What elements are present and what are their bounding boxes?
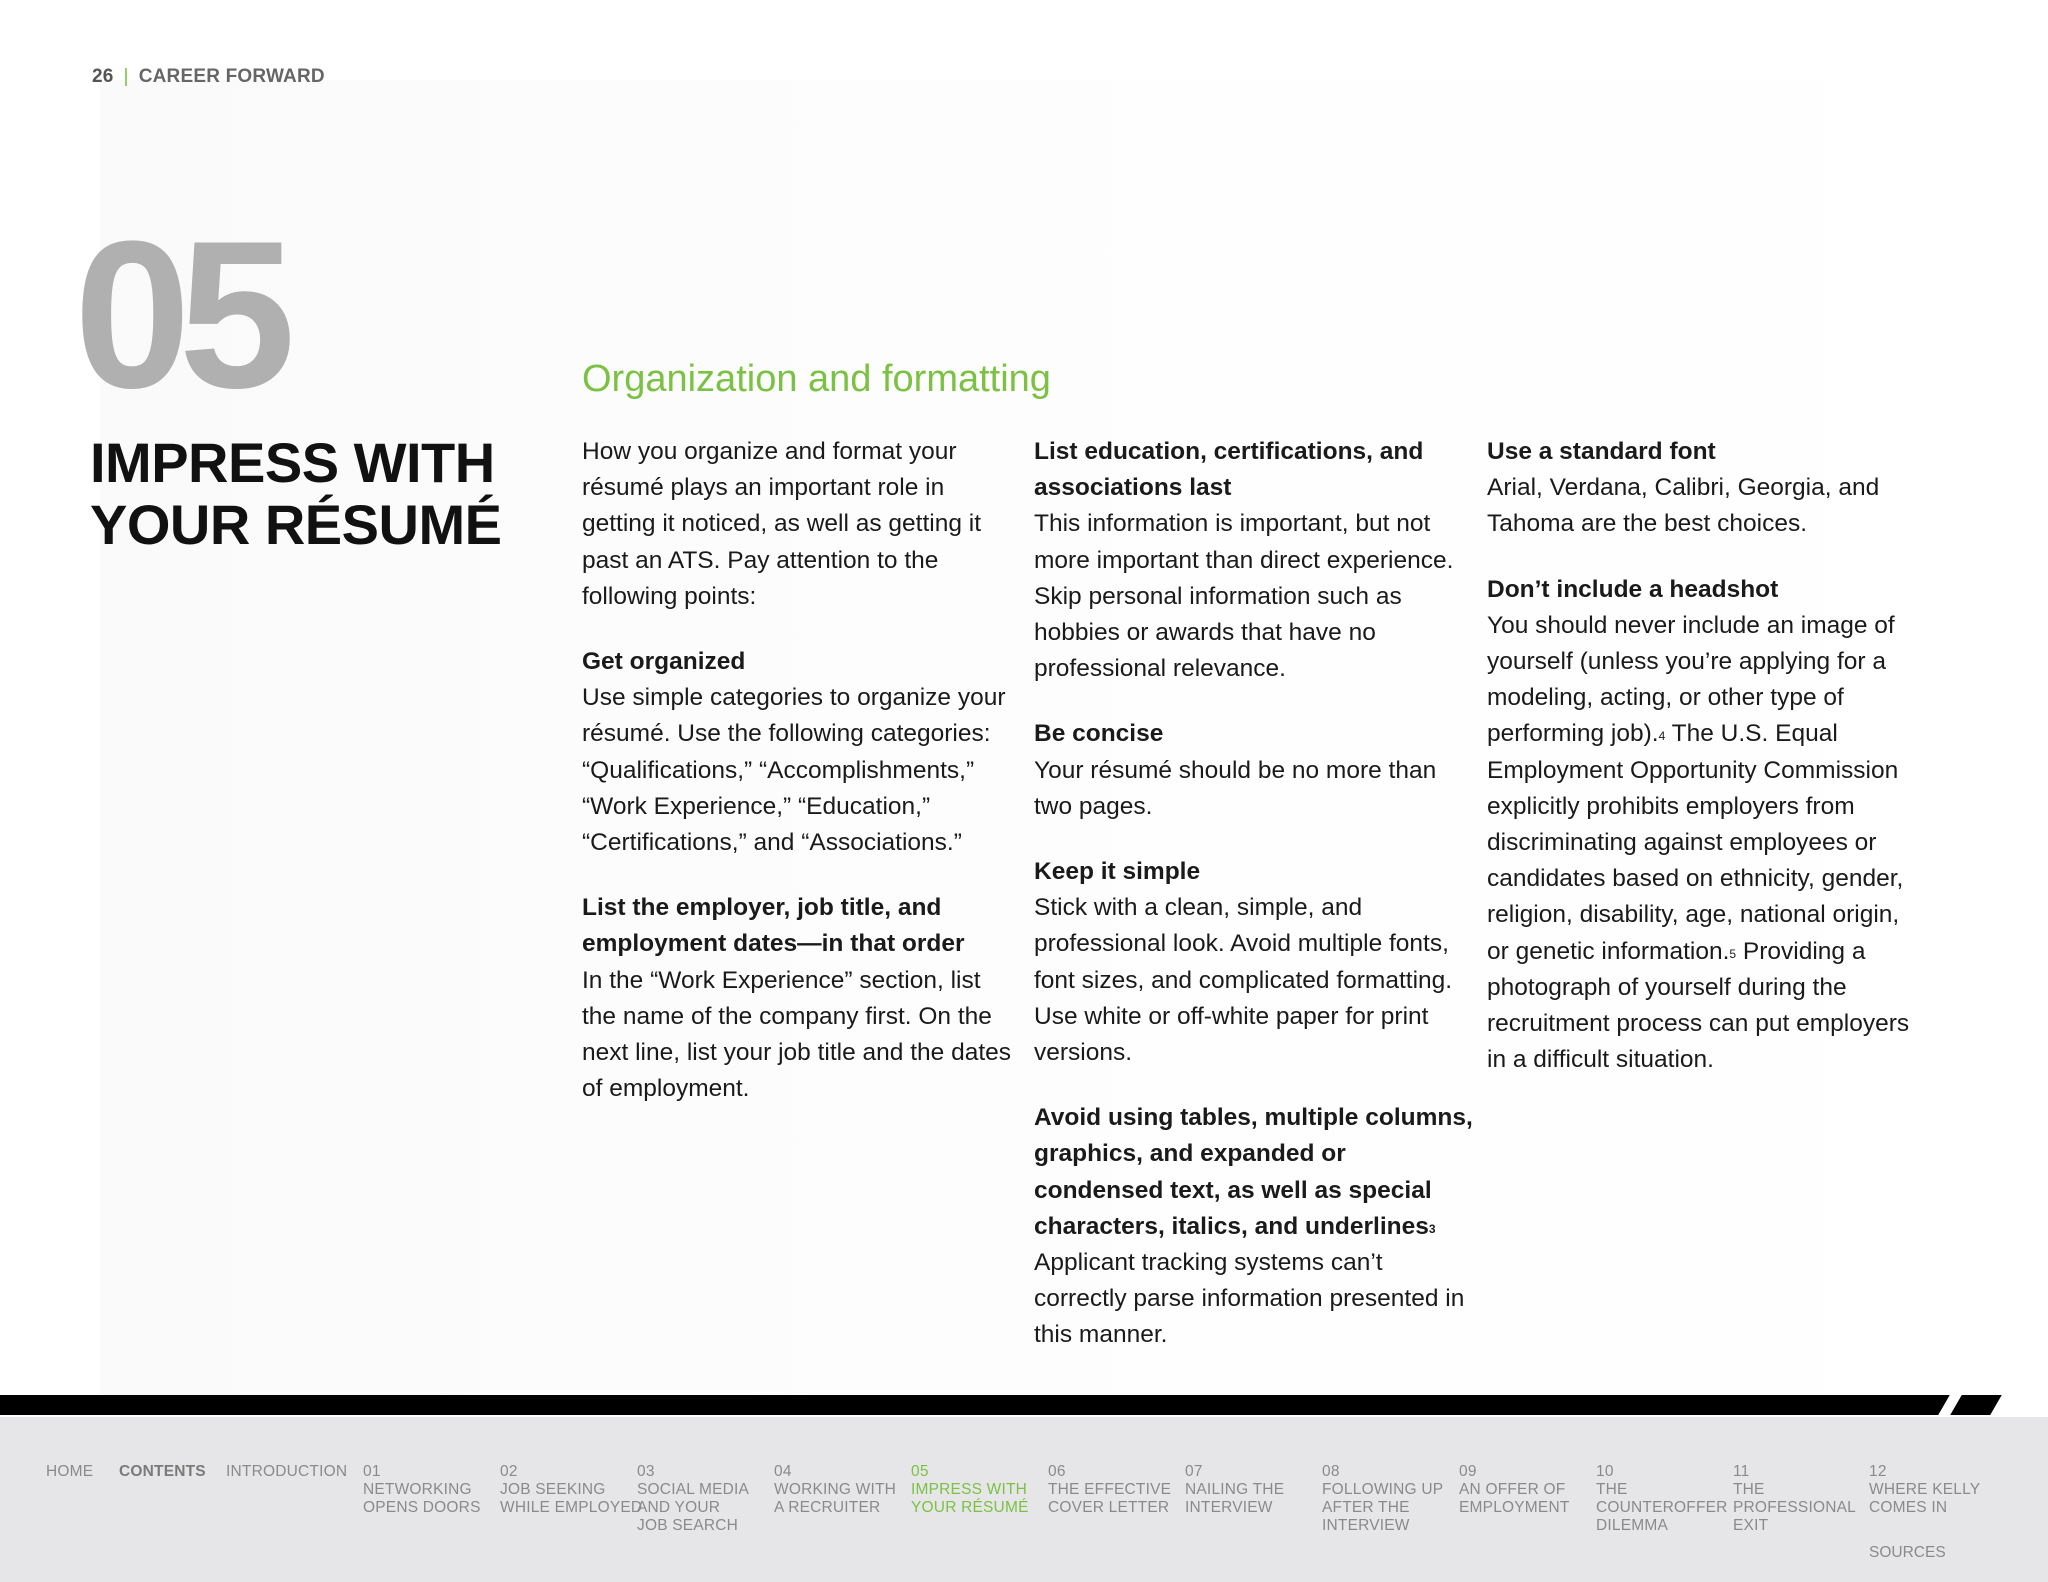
nav-chapter-label: WHERE KELLY COMES IN xyxy=(1869,1481,1981,1516)
nav-chapter-label: IMPRESS WITH YOUR RÉSUMÉ xyxy=(911,1481,1029,1516)
tip-body: This information is important, but not more important than direct experience. Skip personal information such as hobbies or awards that have no professional relevance. xyxy=(1034,510,1454,683)
nav-chapter-number: 04 xyxy=(774,1463,792,1480)
tip-heading: List the employer, job title, and employment dates—in that order xyxy=(582,894,965,958)
nav-chapter-06[interactable] xyxy=(1048,1463,1171,1517)
nav-chapter-label: FOLLOWING UP AFTER THE INTERVIEW xyxy=(1322,1481,1444,1534)
nav-chapter-04[interactable] xyxy=(774,1463,896,1517)
nav-chapter-label: THE EFFECTIVE COVER LETTER xyxy=(1048,1481,1172,1516)
tip-heading-text: Avoid using tables, multiple columns, graphics, and expanded or condensed text, as well as special characters, italics, and underlines xyxy=(1034,1104,1473,1240)
tip-no-headshot xyxy=(1487,572,1927,1079)
nav-chapter-09[interactable] xyxy=(1459,1463,1570,1517)
nav-chapter-label: THE COUNTEROFFER DILEMMA xyxy=(1596,1481,1728,1534)
tip-heading: Don’t include a headshot xyxy=(1487,575,1779,603)
footnote-ref-3[interactable]: 3 xyxy=(1428,1221,1436,1236)
nav-chapter-label: SOCIAL MEDIA AND YOUR JOB SEARCH xyxy=(637,1481,750,1534)
tip-body: Your résumé should be no more than two pages. xyxy=(1034,756,1437,820)
tip-get-organized xyxy=(582,644,1012,861)
tip-standard-font xyxy=(1487,434,1927,543)
nav-home[interactable]: HOME xyxy=(46,1463,94,1480)
chapter-title xyxy=(90,432,501,556)
nav-chapter-10[interactable] xyxy=(1596,1463,1728,1535)
nav-chapter-label: NAILING THE INTERVIEW xyxy=(1185,1481,1285,1516)
nav-introduction[interactable]: INTRODUCTION xyxy=(226,1463,348,1480)
footnote-ref-4[interactable]: 4 xyxy=(1658,729,1666,744)
nav-contents[interactable]: CONTENTS xyxy=(119,1463,206,1480)
tip-be-concise xyxy=(1034,716,1474,825)
chapter-number: 05 xyxy=(74,197,284,432)
footnote-ref-5[interactable]: 5 xyxy=(1729,946,1737,961)
footer-black-band xyxy=(0,1395,1900,1415)
section-title: Organization and formatting xyxy=(582,358,1051,400)
running-header xyxy=(92,66,325,88)
nav-chapter-number: 02 xyxy=(500,1463,518,1480)
tip-body: In the “Work Experience” section, list the name of the company first. On the next line, list your job title and the dates of employment. xyxy=(582,966,1012,1103)
nav-chapter-label: THE PROFESSIONAL EXIT xyxy=(1733,1481,1856,1534)
publication-title: CAREER FORWARD xyxy=(138,66,325,87)
tip-heading: Keep it simple xyxy=(1034,858,1201,886)
tip-body-b: The U.S. Equal Employment Opportunity Commission explicitly prohibits employers from discriminating against employees or candidates based on ethnicity, gender, religion, disability, age, national origin, or genetic information. xyxy=(1487,720,1904,965)
tip-heading: Be concise xyxy=(1034,720,1164,748)
nav-chapter-number: 06 xyxy=(1048,1463,1066,1480)
tip-body: Stick with a clean, simple, and professional look. Avoid multiple fonts, font sizes, and complicated formatting. Use white or off-white paper for print versions. xyxy=(1034,894,1453,1067)
nav-chapter-08[interactable] xyxy=(1322,1463,1443,1535)
tip-body-a: You should never include an image of yourself (unless you’re applying for a modeling, acting, or other type of performing job). xyxy=(1487,611,1895,748)
nav-chapter-number: 07 xyxy=(1185,1463,1203,1480)
nav-chapter-number: 11 xyxy=(1733,1463,1750,1480)
nav-chapter-05-current[interactable] xyxy=(911,1463,1029,1517)
nav-chapter-number: 01 xyxy=(363,1463,381,1480)
column-1 xyxy=(582,434,1012,1136)
tip-keep-simple xyxy=(1034,854,1474,1071)
tip-body: Applicant tracking systems can’t correctly parse information presented in this manner. xyxy=(1034,1249,1465,1349)
chapter-title-line1: IMPRESS WITH xyxy=(90,431,495,494)
tip-heading: List education, certifications, and associations last xyxy=(1034,438,1424,502)
tip-avoid-tables xyxy=(1034,1100,1474,1353)
tip-heading: Get organized xyxy=(582,648,746,676)
intro-paragraph: How you organize and format your résumé plays an important role in getting it noticed, as well as getting it past an ATS. Pay attention to the following points: xyxy=(582,438,982,610)
nav-chapter-11[interactable] xyxy=(1733,1463,1856,1535)
nav-chapter-number: 08 xyxy=(1322,1463,1340,1480)
tip-body-c: Providing a photograph of yourself during the recruitment process can put employers in a difficult situation. xyxy=(1487,937,1910,1074)
tip-heading: Use a standard font xyxy=(1487,438,1716,465)
nav-chapter-01[interactable] xyxy=(363,1463,481,1517)
column-2 xyxy=(1034,434,1474,1383)
page-number: 26 xyxy=(92,66,114,87)
chapter-title-line2: YOUR RÉSUMÉ xyxy=(90,493,502,556)
nav-sources[interactable]: SOURCES xyxy=(1869,1544,1946,1561)
nav-chapter-02[interactable] xyxy=(500,1463,642,1517)
column-3 xyxy=(1487,434,1927,1107)
nav-chapter-number: 12 xyxy=(1869,1463,1887,1480)
nav-chapter-label: AN OFFER OF EMPLOYMENT xyxy=(1459,1481,1570,1516)
nav-chapter-label: WORKING WITH A RECRUITER xyxy=(774,1481,897,1516)
nav-chapter-label: NETWORKING OPENS DOORS xyxy=(363,1481,481,1516)
tip-employer-order xyxy=(582,890,1012,1107)
nav-chapter-label: JOB SEEKING WHILE EMPLOYED xyxy=(500,1481,643,1516)
nav-chapter-03[interactable] xyxy=(637,1463,749,1535)
tip-heading xyxy=(1034,1100,1474,1245)
tip-education-last xyxy=(1034,434,1474,687)
nav-chapter-number: 05 xyxy=(911,1463,929,1480)
nav-chapter-07[interactable] xyxy=(1185,1463,1284,1517)
nav-chapter-number: 09 xyxy=(1459,1463,1477,1480)
tip-body: Use simple categories to organize your résumé. Use the following categories: “Qualifications,” “Accomplishments,” “Work Experience,” “Education,” “Certifications,” and “Associations.” xyxy=(582,684,1006,857)
nav-chapter-12[interactable] xyxy=(1869,1463,1980,1517)
header-divider: | xyxy=(123,66,129,87)
nav-chapter-number: 10 xyxy=(1596,1463,1614,1480)
tip-body: Arial, Verdana, Calibri, Georgia, and Tahoma are the best choices. xyxy=(1487,474,1880,538)
band-slash xyxy=(1950,1395,2002,1415)
nav-chapter-number: 03 xyxy=(637,1463,655,1480)
